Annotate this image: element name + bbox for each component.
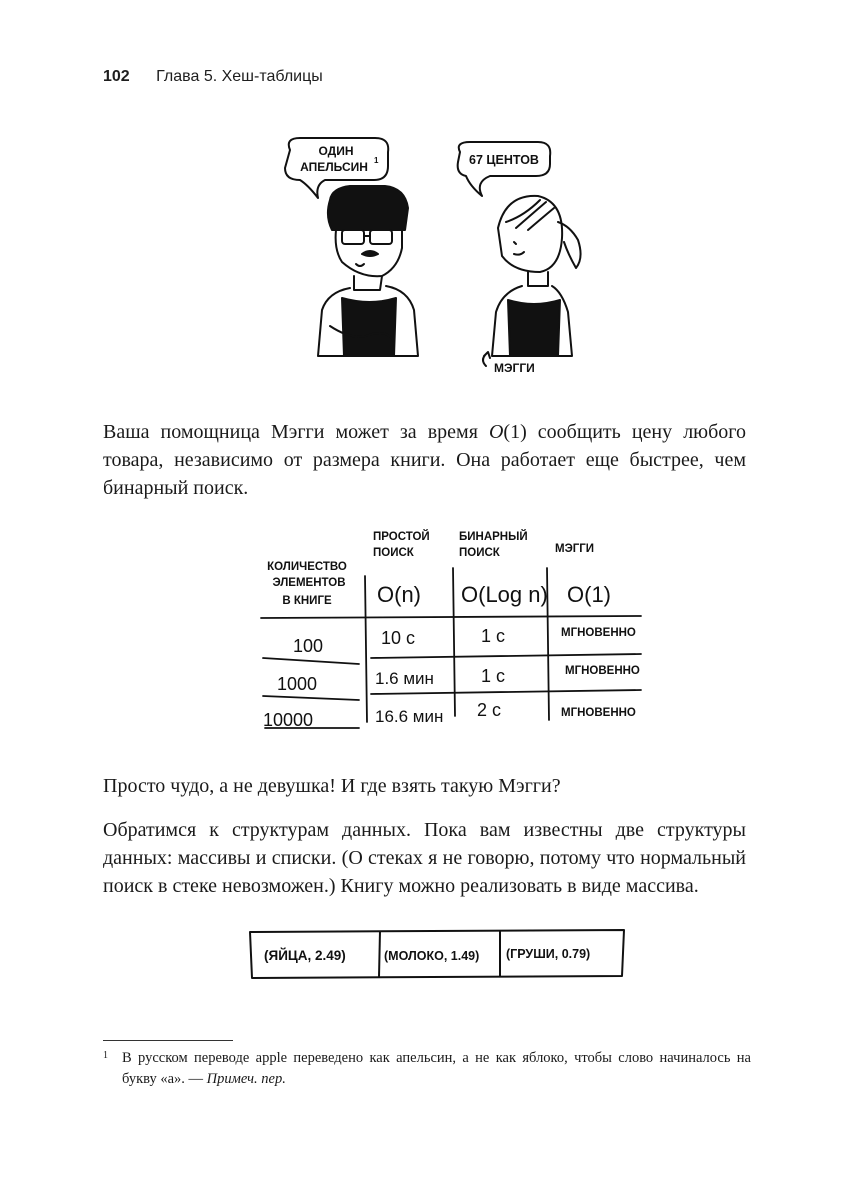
row3-maggie: МГНОВЕННО [561, 707, 636, 719]
row2-maggie: МГНОВЕННО [565, 665, 640, 677]
array-cell-1: (ЯЙЦА, 2.49) [264, 948, 346, 963]
row2-binary: 1 с [481, 666, 506, 686]
row1-maggie: МГНОВЕННО [561, 627, 636, 639]
header-count-line3: В КНИГЕ [282, 595, 332, 607]
complexity-binary: O(Log n) [461, 582, 548, 607]
header-binary-line1: БИНАРНЫЙ [459, 531, 528, 543]
header-simple-line1: ПРОСТОЙ [373, 531, 430, 543]
complexity-maggie: O(1) [567, 582, 611, 607]
paragraph-miracle: Просто чудо, а не девушка! И где взять такую Мэгги? [103, 775, 561, 797]
bubble-left-footnote-mark: 1 [374, 156, 379, 165]
row3-binary: 2 с [477, 700, 502, 720]
header-simple-line2: ПОИСК [373, 547, 414, 559]
row1-simple: 10 с [381, 628, 416, 648]
row2-count: 1000 [277, 674, 318, 694]
array-diagram [246, 924, 632, 984]
header-count-line2: ЭЛЕМЕНТОВ [272, 577, 346, 589]
complexity-simple: O(n) [377, 582, 421, 607]
row3-simple: 16.6 мин [375, 707, 444, 726]
bubble-left-line1: ОДИН [318, 144, 354, 158]
maggie-label: МЭГГИ [494, 361, 535, 375]
search-comparison-table [255, 522, 655, 742]
header-binary-line2: ПОИСК [459, 547, 500, 559]
running-header [103, 68, 323, 86]
footnote [103, 1048, 751, 1090]
paragraph-data-structures: Обратимся к структурам данных. Пока вам известны две структуры данных: массивы и списки. (О стеках я не говорю, потому что нормальный поиск в стеке невозможен.) Книгу можно реализовать в виде массива. [103, 819, 746, 897]
shopkeeper-figure [318, 186, 418, 356]
header-count-line1: КОЛИЧЕСТВО [267, 561, 347, 573]
speech-bubble-right [458, 142, 551, 196]
cashiers-illustration [270, 130, 590, 380]
maggie-figure [483, 196, 581, 366]
row1-binary: 1 с [481, 626, 506, 646]
row1-count: 100 [293, 636, 324, 656]
bubble-left-line2: АПЕЛЬСИН [300, 160, 368, 174]
row3-count: 10000 [263, 710, 314, 730]
header-maggie: МЭГГИ [555, 543, 595, 555]
paragraph-maggie-speed: Ваша помощница Мэгги может за время O(1) сообщить цену любого товара, независимо от размера книги. Она работает еще быстрее, чем бинарный поиск. [103, 421, 746, 499]
array-cell-2: (МОЛОКО, 1.49) [384, 949, 480, 963]
array-cell-3: (ГРУШИ, 0.79) [506, 947, 591, 961]
footnote-rule [103, 1040, 233, 1041]
page-number: 102 [103, 68, 130, 85]
chapter-title: Глава 5. Хеш-таблицы [156, 68, 323, 85]
bubble-right-text: 67 ЦЕНТОВ [469, 153, 539, 167]
footnote-mark: 1 [103, 1050, 108, 1061]
footnote-translator-note: Примеч. пер. [206, 1071, 286, 1087]
footnote-text: В русском переводе apple переведено как апельсин, а не как яблоко, чтобы слово начиналось на букву «а». — [122, 1050, 751, 1087]
row2-simple: 1.6 мин [375, 669, 434, 688]
